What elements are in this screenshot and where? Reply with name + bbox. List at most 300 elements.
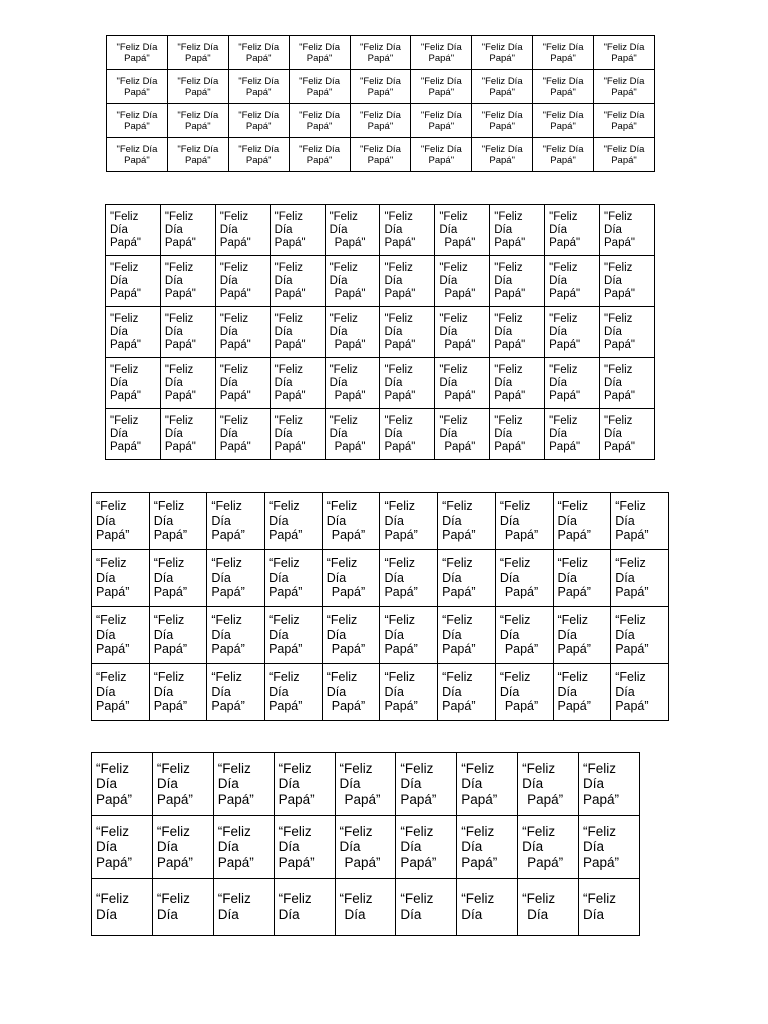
label-row xyxy=(107,70,655,104)
label-text: "Feliz Día Papá" xyxy=(494,261,526,300)
label-cell xyxy=(380,409,435,460)
label-cell xyxy=(457,816,518,879)
label-cell xyxy=(600,205,655,256)
label-cell xyxy=(495,550,553,607)
label-text: “Feliz Día Papá” xyxy=(96,760,133,807)
label-cell xyxy=(152,753,213,816)
label-text: "Feliz Día Papá" xyxy=(164,414,196,453)
label-cell xyxy=(600,256,655,307)
label-cell xyxy=(411,138,472,172)
label-text: “Feliz Día xyxy=(339,891,373,922)
label-text: "Feliz Día Papá" xyxy=(604,363,635,402)
label-text: "Feliz Día Papá" xyxy=(238,75,280,98)
label-cell xyxy=(215,307,270,358)
label-cell xyxy=(92,816,153,879)
label-cell xyxy=(152,816,213,879)
label-cell xyxy=(396,879,457,936)
label-text: "Feliz Día Papá" xyxy=(481,109,523,132)
label-cell xyxy=(457,879,518,936)
label-text: “Feliz Día Papá” xyxy=(217,823,254,870)
label-text: “Feliz Día xyxy=(583,891,616,922)
label-row xyxy=(106,256,655,307)
label-text: "Feliz Día Papá" xyxy=(110,414,141,453)
label-cell xyxy=(213,879,274,936)
label-text: "Feliz Día Papá" xyxy=(384,312,416,351)
label-text: "Feliz Día Papá" xyxy=(116,75,158,98)
label-text: “Feliz Día Papá” xyxy=(442,613,476,657)
label-text: “Feliz Día Papá” xyxy=(269,499,303,543)
label-text: “Feliz Día Papá” xyxy=(326,613,366,657)
label-text: “Feliz Día Papá” xyxy=(153,613,188,657)
label-cell xyxy=(167,138,228,172)
label-cell xyxy=(289,70,350,104)
label-row xyxy=(107,104,655,138)
label-text: “Feliz Día xyxy=(278,891,312,922)
label-row xyxy=(106,358,655,409)
label-text: “Feliz Día Papá” xyxy=(96,670,130,714)
label-cell xyxy=(274,816,335,879)
label-text: “Feliz Día Papá” xyxy=(557,613,591,657)
label-cell xyxy=(611,607,669,664)
label-text: "Feliz Día Papá" xyxy=(360,109,401,132)
label-cell xyxy=(600,358,655,409)
label-cell xyxy=(270,409,325,460)
label-text: “Feliz Día Papá” xyxy=(384,670,418,714)
label-cell xyxy=(274,879,335,936)
label-cell xyxy=(553,550,611,607)
label-text: "Feliz Día Papá" xyxy=(360,143,401,166)
label-cell xyxy=(411,70,472,104)
label-text: “Feliz Día Papá” xyxy=(156,823,193,870)
label-text: "Feliz Día Papá" xyxy=(481,143,523,166)
label-text: "Feliz Día Papá" xyxy=(481,41,523,64)
label-text: “Feliz Día Papá” xyxy=(442,556,476,600)
label-cell xyxy=(160,256,215,307)
label-text: "Feliz Día Papá" xyxy=(164,363,196,402)
label-cell xyxy=(322,664,380,721)
label-cell xyxy=(472,36,533,70)
label-text: "Feliz Día Papá" xyxy=(177,109,219,132)
label-text: “Feliz Día Papá” xyxy=(269,556,303,600)
label-text: “Feliz Día Papá” xyxy=(384,556,418,600)
label-row xyxy=(92,753,640,816)
label-cell xyxy=(215,358,270,409)
label-cell xyxy=(396,753,457,816)
label-cell xyxy=(92,753,153,816)
label-text: “Feliz Día Papá” xyxy=(326,556,366,600)
label-text: "Feliz Día Papá" xyxy=(494,414,526,453)
label-cell xyxy=(265,550,323,607)
label-row xyxy=(92,664,669,721)
label-text: "Feliz Día Papá" xyxy=(420,75,462,98)
label-cell xyxy=(545,409,600,460)
label-cell xyxy=(92,664,150,721)
label-text: "Feliz Día Papá" xyxy=(542,109,584,132)
label-cell xyxy=(207,493,265,550)
label-text: "Feliz Día Papá" xyxy=(384,261,416,300)
label-text: “Feliz Día Papá” xyxy=(269,613,303,657)
label-cell xyxy=(495,607,553,664)
label-text: “Feliz Día Papá” xyxy=(96,499,130,543)
label-cell xyxy=(322,550,380,607)
label-cell xyxy=(325,409,380,460)
label-text: "Feliz Día Papá" xyxy=(116,143,158,166)
label-cell xyxy=(472,70,533,104)
label-text: “Feliz Día Papá” xyxy=(499,556,539,600)
label-cell xyxy=(438,607,496,664)
label-text: “Feliz Día Papá” xyxy=(326,670,366,714)
label-cell xyxy=(350,138,411,172)
label-cell xyxy=(411,36,472,70)
label-cell xyxy=(579,879,640,936)
label-text: "Feliz Día Papá" xyxy=(329,312,366,351)
label-text: “Feliz Día Papá” xyxy=(153,556,188,600)
label-cell xyxy=(92,493,150,550)
label-text: “Feliz Día Papá” xyxy=(96,613,130,657)
label-text: “Feliz Día Papá” xyxy=(499,613,539,657)
label-table-large xyxy=(91,492,669,721)
label-cell xyxy=(228,138,289,172)
label-cell xyxy=(106,409,161,460)
label-cell xyxy=(228,104,289,138)
label-text: “Feliz Día Papá” xyxy=(461,823,498,870)
label-cell xyxy=(411,104,472,138)
label-text: “Feliz Día Papá” xyxy=(557,670,591,714)
label-cell xyxy=(92,550,150,607)
label-cell xyxy=(350,70,411,104)
label-cell xyxy=(553,607,611,664)
label-text: “Feliz Día Papá” xyxy=(153,499,188,543)
label-text: “Feliz Día Papá” xyxy=(384,499,418,543)
label-cell xyxy=(335,753,396,816)
label-text: "Feliz Día Papá" xyxy=(116,41,158,64)
label-text: "Feliz Día Papá" xyxy=(299,75,340,98)
label-text: "Feliz Día Papá" xyxy=(603,41,645,64)
label-text: "Feliz Día Papá" xyxy=(110,261,141,300)
label-text: "Feliz Día Papá" xyxy=(164,261,196,300)
label-text: "Feliz Día Papá" xyxy=(219,363,251,402)
label-text: “Feliz Día Papá” xyxy=(384,613,418,657)
label-text: "Feliz Día Papá" xyxy=(494,363,526,402)
label-text: “Feliz Día Papá” xyxy=(211,613,245,657)
label-cell xyxy=(553,493,611,550)
label-text: “Feliz Día xyxy=(217,891,251,922)
label-text: "Feliz Día Papá" xyxy=(384,414,416,453)
label-cell xyxy=(207,607,265,664)
label-cell xyxy=(265,664,323,721)
label-cell xyxy=(438,550,496,607)
label-cell xyxy=(215,256,270,307)
label-cell xyxy=(270,307,325,358)
label-cell xyxy=(160,205,215,256)
label-row xyxy=(106,409,655,460)
label-text: "Feliz Día Papá" xyxy=(219,414,251,453)
label-cell xyxy=(107,104,168,138)
label-text: "Feliz Día Papá" xyxy=(329,363,366,402)
label-text: "Feliz Día Papá" xyxy=(549,363,581,402)
label-cell xyxy=(325,256,380,307)
label-row xyxy=(92,816,640,879)
label-text: “Feliz Día Papá” xyxy=(400,823,437,870)
label-text: “Feliz Día Papá” xyxy=(583,760,620,807)
label-text: “Feliz Día xyxy=(96,891,129,922)
label-text: "Feliz Día Papá" xyxy=(420,41,462,64)
label-cell xyxy=(350,36,411,70)
label-row xyxy=(107,36,655,70)
label-cell xyxy=(325,307,380,358)
label-cell xyxy=(457,753,518,816)
label-row xyxy=(107,138,655,172)
label-cell xyxy=(435,205,490,256)
label-text: “Feliz Día Papá” xyxy=(583,823,620,870)
label-cell xyxy=(490,358,545,409)
label-cell xyxy=(600,307,655,358)
label-cell xyxy=(438,493,496,550)
label-cell xyxy=(380,256,435,307)
label-cell xyxy=(594,70,655,104)
label-text: “Feliz Día Papá” xyxy=(278,823,315,870)
label-cell xyxy=(579,753,640,816)
label-table-medium xyxy=(105,204,655,460)
label-cell xyxy=(518,753,579,816)
label-text: “Feliz Día xyxy=(400,891,434,922)
label-cell xyxy=(207,550,265,607)
label-text: "Feliz Día Papá" xyxy=(360,41,401,64)
label-text: "Feliz Día Papá" xyxy=(238,41,280,64)
label-table-small xyxy=(106,35,655,172)
label-cell xyxy=(380,607,438,664)
label-text: "Feliz Día Papá" xyxy=(549,312,581,351)
label-cell xyxy=(579,816,640,879)
label-cell xyxy=(160,307,215,358)
label-text: "Feliz Día Papá" xyxy=(329,414,366,453)
label-text: “Feliz Día Papá” xyxy=(217,760,254,807)
label-text: "Feliz Día Papá" xyxy=(177,75,219,98)
label-cell xyxy=(518,879,579,936)
label-text: "Feliz Día Papá" xyxy=(299,109,340,132)
label-cell xyxy=(611,493,669,550)
label-text: “Feliz Día Papá” xyxy=(278,760,315,807)
label-text: "Feliz Día Papá" xyxy=(274,312,306,351)
label-text: “Feliz Día Papá” xyxy=(211,670,245,714)
label-text: “Feliz Día Papá” xyxy=(96,823,133,870)
label-cell xyxy=(149,550,207,607)
label-cell xyxy=(92,607,150,664)
label-text: “Feliz Día Papá” xyxy=(339,823,381,870)
label-cell xyxy=(274,753,335,816)
label-text: "Feliz Día Papá" xyxy=(439,414,476,453)
label-cell xyxy=(107,36,168,70)
label-text: "Feliz Día Papá" xyxy=(329,261,366,300)
label-text: "Feliz Día Papá" xyxy=(542,41,584,64)
label-text: "Feliz Día Papá" xyxy=(420,143,462,166)
label-row xyxy=(92,879,640,936)
label-cell xyxy=(215,205,270,256)
label-text: "Feliz Día Papá" xyxy=(604,261,635,300)
label-cell xyxy=(490,307,545,358)
label-text: "Feliz Día Papá" xyxy=(603,109,645,132)
label-text: “Feliz Día Papá” xyxy=(211,556,245,600)
label-cell xyxy=(380,358,435,409)
label-row xyxy=(92,493,669,550)
label-text: "Feliz Día Papá" xyxy=(177,143,219,166)
label-text: “Feliz Día Papá” xyxy=(557,499,591,543)
label-cell xyxy=(533,138,594,172)
label-text: “Feliz Día Papá” xyxy=(615,613,649,657)
label-text: "Feliz Día Papá" xyxy=(420,109,462,132)
label-cell xyxy=(265,493,323,550)
label-text: "Feliz Día Papá" xyxy=(177,41,219,64)
label-text: "Feliz Día Papá" xyxy=(329,210,366,249)
label-text: "Feliz Día Papá" xyxy=(110,312,141,351)
label-cell xyxy=(533,36,594,70)
label-text: “Feliz Día Papá” xyxy=(156,760,193,807)
label-text: "Feliz Día Papá" xyxy=(384,363,416,402)
label-text: "Feliz Día Papá" xyxy=(219,210,251,249)
label-text: "Feliz Día Papá" xyxy=(549,210,581,249)
label-text: "Feliz Día Papá" xyxy=(481,75,523,98)
label-cell xyxy=(611,550,669,607)
label-cell xyxy=(545,307,600,358)
label-text: “Feliz Día Papá” xyxy=(96,556,130,600)
label-cell xyxy=(289,104,350,138)
label-cell xyxy=(167,104,228,138)
label-text: "Feliz Día Papá" xyxy=(274,210,306,249)
label-cell xyxy=(107,70,168,104)
label-cell xyxy=(545,358,600,409)
label-text: “Feliz Día Papá” xyxy=(442,670,476,714)
label-cell xyxy=(380,307,435,358)
label-cell xyxy=(149,493,207,550)
label-cell xyxy=(545,256,600,307)
label-cell xyxy=(107,138,168,172)
label-text: “Feliz Día Papá” xyxy=(615,670,649,714)
label-text: "Feliz Día Papá" xyxy=(542,143,584,166)
label-row xyxy=(106,307,655,358)
label-text: “Feliz Día Papá” xyxy=(400,760,437,807)
label-cell xyxy=(396,816,457,879)
label-cell xyxy=(438,664,496,721)
label-cell xyxy=(152,879,213,936)
label-text: "Feliz Día Papá" xyxy=(439,210,476,249)
label-cell xyxy=(322,493,380,550)
label-text: “Feliz Día Papá” xyxy=(339,760,381,807)
label-cell xyxy=(380,550,438,607)
label-cell xyxy=(215,409,270,460)
label-cell xyxy=(490,256,545,307)
label-cell xyxy=(160,358,215,409)
label-cell xyxy=(594,104,655,138)
label-cell xyxy=(495,664,553,721)
label-text: "Feliz Día Papá" xyxy=(439,312,476,351)
label-text: “Feliz Día xyxy=(522,891,556,922)
label-cell xyxy=(160,409,215,460)
label-text: “Feliz Día Papá” xyxy=(326,499,366,543)
label-text: "Feliz Día Papá" xyxy=(603,143,645,166)
label-cell xyxy=(335,816,396,879)
label-text: “Feliz Día Papá” xyxy=(461,760,498,807)
label-text: "Feliz Día Papá" xyxy=(219,261,251,300)
label-text: "Feliz Día Papá" xyxy=(604,414,635,453)
label-cell xyxy=(594,36,655,70)
label-cell xyxy=(495,493,553,550)
label-cell xyxy=(611,664,669,721)
label-cell xyxy=(380,205,435,256)
label-cell xyxy=(553,664,611,721)
label-text: "Feliz Día Papá" xyxy=(274,414,306,453)
label-cell xyxy=(533,104,594,138)
label-cell xyxy=(149,607,207,664)
label-text: "Feliz Día Papá" xyxy=(164,210,196,249)
label-cell xyxy=(213,816,274,879)
label-text: “Feliz Día Papá” xyxy=(615,499,649,543)
label-text: "Feliz Día Papá" xyxy=(110,363,141,402)
label-row xyxy=(92,550,669,607)
label-text: "Feliz Día Papá" xyxy=(110,210,141,249)
label-table-xlarge xyxy=(91,752,640,936)
label-cell xyxy=(472,104,533,138)
label-cell xyxy=(472,138,533,172)
label-text: "Feliz Día Papá" xyxy=(274,363,306,402)
label-text: "Feliz Día Papá" xyxy=(542,75,584,98)
label-text: "Feliz Día Papá" xyxy=(604,312,635,351)
label-cell xyxy=(335,879,396,936)
label-text: "Feliz Día Papá" xyxy=(439,363,476,402)
label-cell xyxy=(106,358,161,409)
label-text: “Feliz Día Papá” xyxy=(499,499,539,543)
label-cell xyxy=(322,607,380,664)
label-text: "Feliz Día Papá" xyxy=(299,41,340,64)
label-cell xyxy=(518,816,579,879)
label-text: “Feliz Día Papá” xyxy=(153,670,188,714)
label-text: “Feliz Día Papá” xyxy=(522,823,564,870)
label-text: "Feliz Día Papá" xyxy=(274,261,306,300)
label-cell xyxy=(325,358,380,409)
label-cell xyxy=(533,70,594,104)
label-cell xyxy=(106,205,161,256)
label-cell xyxy=(167,70,228,104)
label-cell xyxy=(270,256,325,307)
label-cell xyxy=(490,205,545,256)
label-row xyxy=(106,205,655,256)
label-cell xyxy=(265,607,323,664)
label-text: "Feliz Día Papá" xyxy=(238,143,280,166)
label-cell xyxy=(600,409,655,460)
label-text: "Feliz Día Papá" xyxy=(384,210,416,249)
label-cell xyxy=(435,409,490,460)
label-cell xyxy=(594,138,655,172)
label-text: "Feliz Día Papá" xyxy=(164,312,196,351)
label-text: "Feliz Día Papá" xyxy=(604,210,635,249)
label-text: “Feliz Día Papá” xyxy=(269,670,303,714)
label-text: “Feliz Día xyxy=(461,891,495,922)
label-cell xyxy=(92,879,153,936)
label-text: "Feliz Día Papá" xyxy=(238,109,280,132)
label-cell xyxy=(350,104,411,138)
label-cell xyxy=(435,307,490,358)
label-cell xyxy=(270,205,325,256)
label-text: "Feliz Día Papá" xyxy=(549,261,581,300)
label-text: “Feliz Día xyxy=(156,891,190,922)
label-text: “Feliz Día Papá” xyxy=(522,760,564,807)
label-text: “Feliz Día Papá” xyxy=(557,556,591,600)
label-cell xyxy=(228,36,289,70)
label-text: "Feliz Día Papá" xyxy=(439,261,476,300)
label-cell xyxy=(325,205,380,256)
label-cell xyxy=(167,36,228,70)
label-cell xyxy=(435,358,490,409)
label-row xyxy=(92,607,669,664)
